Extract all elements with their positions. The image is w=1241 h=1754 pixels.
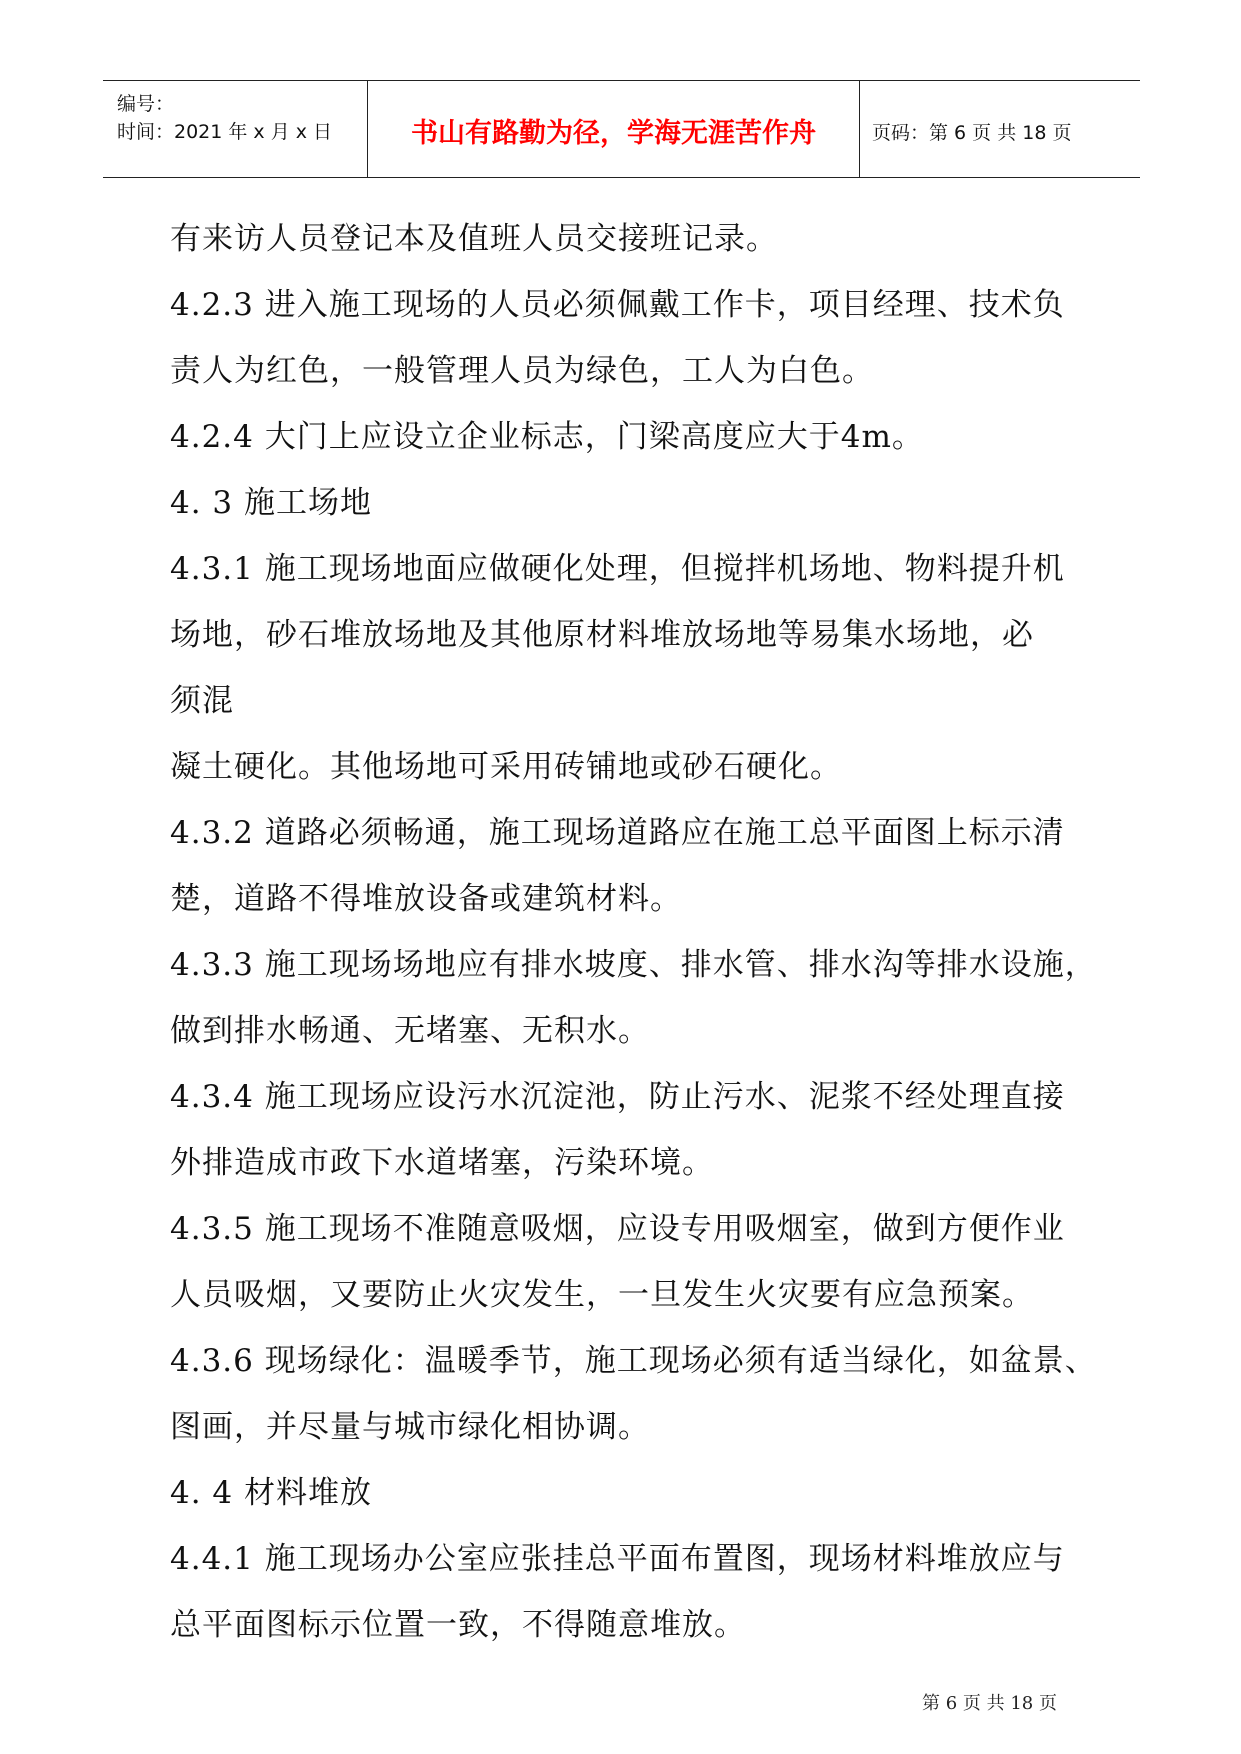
- section-heading: 4. 4 材料堆放: [170, 1475, 373, 1511]
- header-page-cell: [860, 81, 1140, 177]
- body-line: 须混: [170, 683, 234, 719]
- body-line: 总平面图标示位置一致，不得随意堆放。: [170, 1607, 746, 1643]
- header-page-info: 页码：第 6 页 共 18 页: [872, 122, 1072, 144]
- body-line: 4.2.4 大门上应设立企业标志，门梁高度应大于4m。: [170, 419, 924, 455]
- body-line: 4.3.3 施工现场场地应有排水坡度、排水管、排水沟等排水设施，: [170, 947, 1097, 983]
- body-line: 图画，并尽量与城市绿化相协调。: [170, 1409, 650, 1445]
- body-line: 外排造成市政下水道堵塞，污染环境。: [170, 1145, 714, 1181]
- body-line: 4.3.2 道路必须畅通，施工现场道路应在施工总平面图上标示清: [170, 815, 1065, 851]
- page-header: [103, 80, 1140, 178]
- section-heading: 4. 3 施工场地: [170, 485, 373, 521]
- body-line: 凝土硬化。其他场地可采用砖铺地或砂石硬化。: [170, 749, 842, 785]
- body-line: 责人为红色，一般管理人员为绿色，工人为白色。: [170, 353, 874, 389]
- document-body: [170, 206, 1097, 1658]
- body-line: 人员吸烟，又要防止火灾发生，一旦发生火灾要有应急预案。: [170, 1277, 1034, 1313]
- body-line: 4.3.5 施工现场不准随意吸烟，应设专用吸烟室，做到方便作业: [170, 1211, 1065, 1247]
- body-line: 场地，砂石堆放场地及其他原材料堆放场地等易集水场地，必: [170, 617, 1034, 653]
- header-motto: 书山有路勤为径，学海无涯苦作舟: [411, 118, 816, 149]
- body-line: 4.3.1 施工现场地面应做硬化处理，但搅拌机场地、物料提升机: [170, 551, 1065, 587]
- body-line: 4.2.3 进入施工现场的人员必须佩戴工作卡，项目经理、技术负: [170, 287, 1065, 323]
- body-line: 4.3.6 现场绿化：温暖季节，施工现场必须有适当绿化，如盆景、: [170, 1343, 1097, 1379]
- page-footer: 第 6 页 共 18 页: [922, 1693, 1057, 1714]
- body-line: 4.3.4 施工现场应设污水沉淀池，防止污水、泥浆不经处理直接: [170, 1079, 1065, 1115]
- document-date: 时间：2021 年 x 月 x 日: [117, 121, 333, 143]
- body-line: 楚，道路不得堆放设备或建筑材料。: [170, 881, 682, 917]
- body-line: 做到排水畅通、无堵塞、无积水。: [170, 1013, 650, 1049]
- header-motto-cell: [368, 81, 860, 177]
- document-number-label: 编号：: [117, 93, 175, 115]
- body-line: 有来访人员登记本及值班人员交接班记录。: [170, 221, 778, 257]
- header-meta-cell: [103, 81, 368, 177]
- body-line: 4.4.1 施工现场办公室应张挂总平面布置图，现场材料堆放应与: [170, 1541, 1065, 1577]
